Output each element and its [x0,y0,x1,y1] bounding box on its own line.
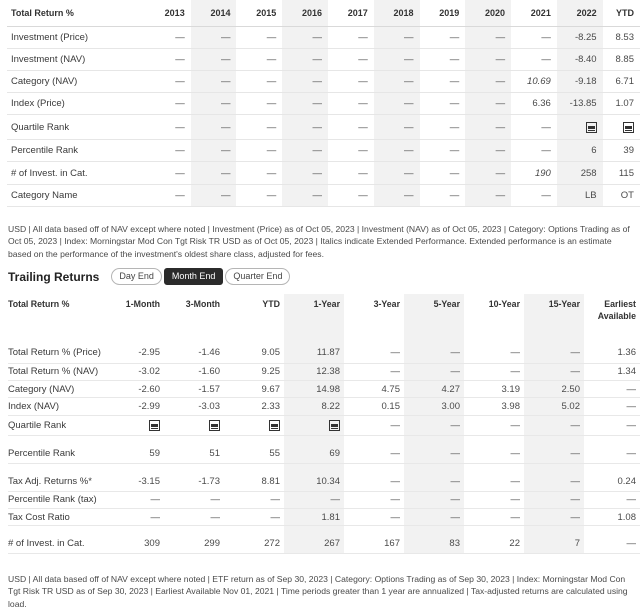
table-cell: -13.85 [557,93,603,115]
table-cell: — [404,435,464,463]
table-cell: — [284,491,344,508]
table-cell: — [282,140,328,162]
table-cell: — [164,509,224,526]
table-cell: 6.71 [603,70,640,92]
table-cell: 309 [108,526,164,554]
table-cell: 115 [603,162,640,184]
table-cell: — [524,491,584,508]
row-label: Category (NAV) [7,70,145,92]
table-cell: — [344,415,404,435]
table-cell: — [404,491,464,508]
table-row [7,70,640,92]
table-row [7,26,640,48]
table-cell: — [282,93,328,115]
table-cell: — [420,115,466,140]
table-cell: — [374,184,420,206]
row-label: Total Return % (NAV) [8,363,108,380]
table-cell: — [328,162,374,184]
trailing-returns-title: Trailing Returns [8,269,100,284]
table-cell: 1.34 [584,363,640,380]
column-header-period: Earliest Available [597,299,636,321]
table-cell: — [145,162,191,184]
annual-returns-table [7,0,640,207]
row-label: Percentile Rank [7,140,145,162]
table-cell: — [404,363,464,380]
table-cell: — [344,435,404,463]
row-label: Tax Cost Ratio [8,509,108,526]
table-cell: — [584,415,640,435]
table-cell: — [465,162,511,184]
table-cell: 10.69 [511,70,557,92]
table-cell: — [511,184,557,206]
table-row [8,363,640,380]
table-row [8,380,640,397]
table-cell: 9.25 [224,363,284,380]
table-cell: OT [603,184,640,206]
table-cell: — [328,70,374,92]
table-cell: — [374,162,420,184]
table-cell: — [145,115,191,140]
table-cell: — [420,48,466,70]
table-cell: — [465,26,511,48]
table-cell: 1.81 [284,509,344,526]
row-label: Quartile Rank [7,115,145,140]
table-cell: — [374,70,420,92]
table-cell: — [511,48,557,70]
toggle-quarter-end-button[interactable]: Quarter End [225,268,290,285]
table-cell: 1.07 [603,93,640,115]
table-cell: — [465,140,511,162]
table-cell: — [236,70,282,92]
table-cell: 22 [464,526,524,554]
table-cell: -1.57 [164,380,224,397]
table-row [8,435,640,463]
column-header-year: 2022 [557,0,603,26]
table-cell: LB [557,184,603,206]
table-cell [108,415,164,435]
table-cell: — [191,48,237,70]
table-cell: 11.87 [284,335,344,363]
table-cell: — [191,115,237,140]
table-cell: -8.25 [557,26,603,48]
table-cell: — [524,463,584,491]
table-cell: — [344,363,404,380]
table-cell: — [464,463,524,491]
table-row [8,526,640,554]
column-header-year: YTD [603,0,640,26]
table-cell: — [236,26,282,48]
table-cell: — [282,26,328,48]
table-cell: — [328,140,374,162]
table-cell: 299 [164,526,224,554]
table-cell: — [328,115,374,140]
table-cell: — [344,491,404,508]
toggle-day-end-button[interactable]: Day End [111,268,162,285]
table-cell: 4.75 [344,380,404,397]
trailing-footnote: USD | All data based off of NAV except where noted | ETF return as of Sep 30, 2023 | Category: Options Trading as of Sep 30, 2023 | Index: Morningstar Mod Con Tgt Risk TR USD as of Sep 30, 2023 | Earliest Available Nov 01, 2021 | Time periods greater than 1 year are annualized | Tax-adjusted returns are calculated using load. [8,574,628,608]
table-cell: — [282,162,328,184]
column-header-label: Total Return % [7,0,145,26]
quartile-icon [586,122,597,133]
table-cell: — [404,509,464,526]
table-cell: -3.15 [108,463,164,491]
table-cell: — [511,26,557,48]
row-label: # of Invest. in Cat. [8,526,108,554]
table-cell: -2.95 [108,335,164,363]
table-cell: — [374,140,420,162]
table-row [8,463,640,491]
table-cell: 8.22 [284,398,344,415]
table-cell: -1.60 [164,363,224,380]
row-label: Category Name [7,184,145,206]
column-header-period: 1-Month [125,299,160,309]
table-row [7,115,640,140]
quartile-icon [149,420,160,431]
table-cell: — [145,70,191,92]
table-cell: 0.24 [584,463,640,491]
quartile-icon [623,122,634,133]
table-cell: 8.85 [603,48,640,70]
table-cell: — [420,93,466,115]
trailing-header-row [8,294,640,335]
table-cell: -1.46 [164,335,224,363]
table-cell: — [328,184,374,206]
table-cell: — [584,491,640,508]
table-cell [164,415,224,435]
row-label: Total Return % (Price) [8,335,108,363]
table-row [7,184,640,206]
column-header-period: 15-Year [524,294,584,335]
row-label: Category (NAV) [8,380,108,397]
table-cell: — [465,184,511,206]
table-cell: 3.98 [464,398,524,415]
table-cell: — [584,380,640,397]
trailing-returns-header [8,268,292,285]
table-row [7,140,640,162]
quartile-icon [209,420,220,431]
table-cell: — [374,93,420,115]
table-cell: — [511,115,557,140]
table-cell: — [236,140,282,162]
table-cell: — [524,435,584,463]
table-cell: — [328,93,374,115]
table-cell: — [328,48,374,70]
table-cell: — [236,162,282,184]
table-cell: 8.53 [603,26,640,48]
column-header-period: 3-Month [185,299,220,309]
row-label: Investment (Price) [7,26,145,48]
table-cell: -8.40 [557,48,603,70]
table-cell: 0.15 [344,398,404,415]
table-cell: — [145,140,191,162]
table-row [8,509,640,526]
table-cell: — [404,415,464,435]
table-cell: 258 [557,162,603,184]
table-row [8,335,640,363]
column-header-year: 2019 [420,0,466,26]
table-cell: — [420,140,466,162]
table-cell [557,115,603,140]
column-header-year: 2021 [511,0,557,26]
row-label: Percentile Rank [8,435,108,463]
annual-footnote: USD | All data based off of NAV except where noted | Investment (Price) as of Oct 05, 2023 | Investment (NAV) as of Oct 05, 2023 | Category: Options Trading as of Oct 05, 2023 | Index: Morningstar Mod Con Tgt Risk TR USD as of Oct 05, 2023 | Italics indicate Extended Performance. Extended performance is an estimate based on the performance of the investment's oldest share class, adjusted for fees. [8,224,630,259]
table-cell: — [420,184,466,206]
table-cell: — [236,48,282,70]
trailing-returns-section [0,294,640,554]
column-header-period: 3-Year [373,299,400,309]
table-cell: 8.81 [224,463,284,491]
table-cell: — [145,184,191,206]
table-cell: 39 [603,140,640,162]
table-cell: — [145,48,191,70]
table-cell: — [464,509,524,526]
table-cell: -2.60 [108,380,164,397]
table-cell: — [282,70,328,92]
table-cell: — [191,93,237,115]
row-label: Index (NAV) [8,398,108,415]
column-header-year: 2017 [328,0,374,26]
column-header-year: 2013 [145,0,191,26]
table-cell: — [344,463,404,491]
table-cell: 190 [511,162,557,184]
row-label: Index (Price) [7,93,145,115]
table-cell: — [464,415,524,435]
table-cell: — [236,115,282,140]
table-cell: — [511,140,557,162]
table-cell: 167 [344,526,404,554]
table-cell: — [420,26,466,48]
table-cell: — [465,48,511,70]
table-cell: -1.73 [164,463,224,491]
column-header-year: 2015 [236,0,282,26]
table-cell: — [191,70,237,92]
table-cell: 7 [524,526,584,554]
column-header-label: Total Return % [8,299,70,309]
annual-header-row [7,0,640,26]
table-cell: — [464,335,524,363]
table-cell: -2.99 [108,398,164,415]
table-cell: — [344,509,404,526]
table-cell: 267 [284,526,344,554]
table-cell: — [465,93,511,115]
table-cell: 12.38 [284,363,344,380]
trailing-returns-table [8,294,640,554]
table-cell: — [524,509,584,526]
table-cell: 55 [224,435,284,463]
table-cell: — [464,435,524,463]
column-header-year: 2016 [282,0,328,26]
table-cell: — [282,48,328,70]
table-cell: -3.03 [164,398,224,415]
toggle-month-end-button[interactable]: Month End [164,268,224,285]
table-cell: — [584,526,640,554]
table-row [7,48,640,70]
row-label: Quartile Rank [8,415,108,435]
table-cell: — [344,335,404,363]
table-cell: — [328,26,374,48]
table-cell: 1.36 [584,335,640,363]
table-cell: 4.27 [404,380,464,397]
table-cell: — [108,491,164,508]
table-cell: — [524,335,584,363]
table-cell: 9.05 [224,335,284,363]
table-cell: 83 [404,526,464,554]
table-cell: 9.67 [224,380,284,397]
table-row [8,415,640,435]
table-cell: — [374,26,420,48]
table-cell: 6 [557,140,603,162]
quartile-icon [329,420,340,431]
table-cell: — [464,491,524,508]
table-cell: — [145,26,191,48]
column-header-period: 5-Year [404,294,464,335]
table-cell: 59 [108,435,164,463]
row-label: Investment (NAV) [7,48,145,70]
table-cell: — [164,491,224,508]
table-cell: 10.34 [284,463,344,491]
column-header-year: 2014 [191,0,237,26]
table-cell: — [191,140,237,162]
table-row [8,398,640,415]
table-cell: — [404,463,464,491]
table-cell: — [108,509,164,526]
quartile-icon [269,420,280,431]
table-cell [603,115,640,140]
column-header-year: 2018 [374,0,420,26]
table-cell: 3.19 [464,380,524,397]
table-cell [224,415,284,435]
table-cell: — [224,509,284,526]
table-cell: 69 [284,435,344,463]
row-label: Tax Adj. Returns %* [8,463,108,491]
table-row [8,491,640,508]
table-cell: — [191,162,237,184]
table-cell: — [465,115,511,140]
table-cell: — [374,48,420,70]
table-cell: -9.18 [557,70,603,92]
table-cell: -3.02 [108,363,164,380]
column-header-period: YTD [262,299,280,309]
table-cell: 14.98 [284,380,344,397]
table-cell: 51 [164,435,224,463]
table-cell: — [420,70,466,92]
table-cell: — [465,70,511,92]
column-header-period: 1-Year [284,294,344,335]
table-cell: 2.50 [524,380,584,397]
table-cell: — [224,491,284,508]
table-cell: — [584,398,640,415]
table-cell: — [464,363,524,380]
table-cell: — [374,115,420,140]
table-cell: 3.00 [404,398,464,415]
table-cell [284,415,344,435]
annual-returns-section [0,0,640,207]
table-cell: 2.33 [224,398,284,415]
row-label: # of Invest. in Cat. [7,162,145,184]
table-cell: — [282,115,328,140]
table-cell: — [420,162,466,184]
table-cell: 1.08 [584,509,640,526]
table-cell: — [524,415,584,435]
table-cell: — [236,93,282,115]
column-header-period: 10-Year [488,299,520,309]
table-cell: — [191,184,237,206]
table-cell: 6.36 [511,93,557,115]
table-cell: 5.02 [524,398,584,415]
period-toggle [111,268,292,285]
table-cell: — [236,184,282,206]
table-cell: — [282,184,328,206]
table-cell: — [584,435,640,463]
column-header-year: 2020 [465,0,511,26]
table-row [7,93,640,115]
table-cell: — [524,363,584,380]
table-cell: — [145,93,191,115]
table-row [7,162,640,184]
table-cell: 272 [224,526,284,554]
table-cell: — [191,26,237,48]
row-label: Percentile Rank (tax) [8,491,108,508]
table-cell: — [404,335,464,363]
